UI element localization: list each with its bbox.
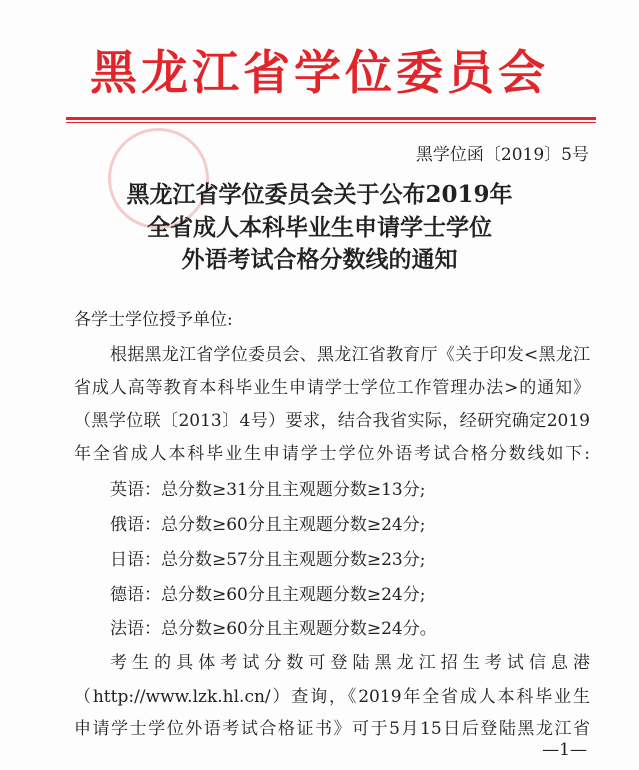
salutation: 各学士学位授予单位:	[74, 310, 233, 330]
title-line: 外语考试合格分数线的通知	[181, 246, 458, 273]
title-line: 黑龙江省学位委员会关于公布2019年	[126, 181, 513, 208]
body-line: 根据黑龙江省学位委员会、黑龙江省教育厅《关于印发<黑龙江	[110, 345, 590, 365]
body-line: （http://www.lzk.hl.cn/）查询，《2019年全省成人本科毕业生	[74, 687, 590, 707]
page-number: —1—	[542, 740, 587, 760]
document-number: 黑学位函〔2019〕5号	[415, 145, 589, 165]
score-line: 德语：总分数≥60分且主观题分数≥24分;	[110, 585, 426, 605]
score-line: 日语：总分数≥57分且主观题分数≥23分;	[110, 550, 426, 570]
body-line: 申请学士学位外语考试合格证书》可于5月15日后登陆黑龙江省	[74, 719, 590, 739]
score-line: 法语：总分数≥60分且主观题分数≥24分。	[110, 619, 437, 639]
body-line: 年全省成人本科毕业生申请学士学位外语考试合格分数线如下:	[74, 444, 590, 464]
score-line: 英语：总分数≥31分且主观题分数≥13分;	[110, 480, 426, 500]
header-red-rule-thin	[66, 122, 596, 123]
issuer-header: 黑龙江省学位委员会	[90, 46, 549, 101]
header-red-rule	[66, 117, 596, 120]
body-line: （黑学位联〔2013〕4号）要求，结合我省实际，经研究确定2019	[74, 411, 590, 431]
score-line: 俄语：总分数≥60分且主观题分数≥24分;	[110, 515, 426, 535]
body-line: 省成人高等教育本科毕业生申请学士学位工作管理办法>的通知》	[74, 378, 590, 398]
body-line: 考生的具体考试分数可登陆黑龙江招生考试信息港	[110, 653, 590, 673]
title-line: 全省成人本科毕业生申请学士学位	[147, 214, 492, 241]
